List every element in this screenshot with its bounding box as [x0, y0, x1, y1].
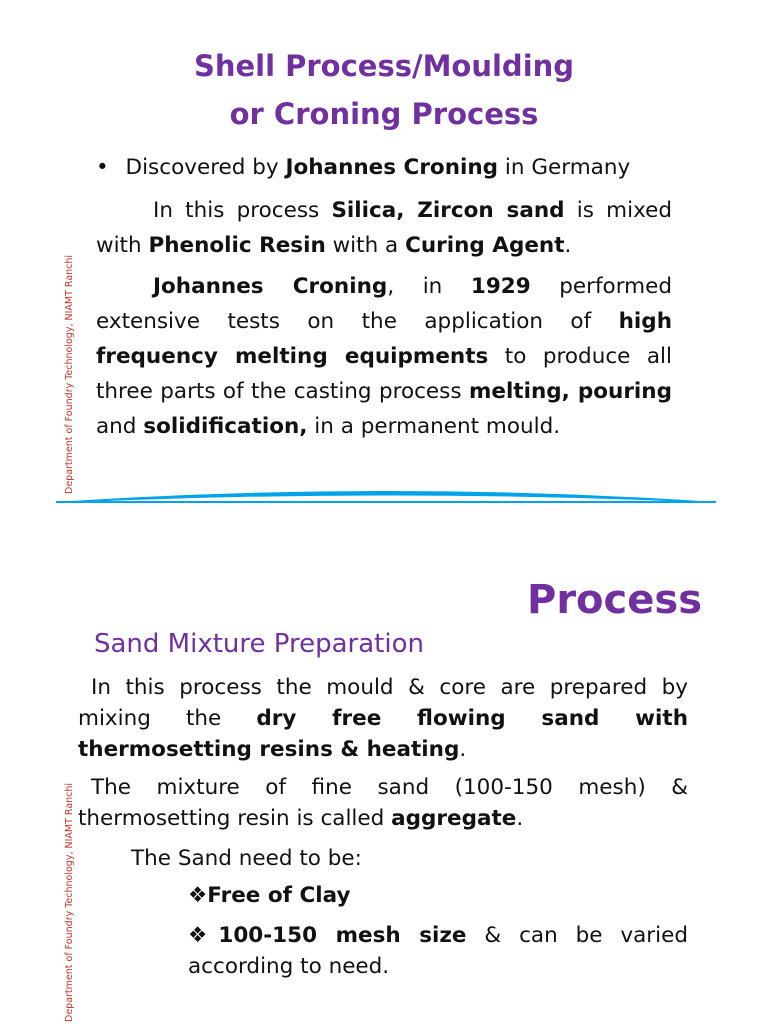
para-text: The mixture of fine sand (100-150 mesh) & thermosetting resin is called: [78, 775, 688, 831]
list-item-mesh-size: [188, 920, 688, 982]
item-bold: 100-150 mesh size: [218, 923, 467, 948]
para-text: in a permanent mould.: [307, 414, 561, 439]
diamond-bullet-icon: ❖: [188, 883, 208, 908]
process-heading: Process: [527, 577, 702, 623]
slide-title-line-2: or Croning Process: [229, 97, 539, 131]
bullet-text: Discovered by: [125, 155, 286, 180]
slide-title-line-1: Shell Process/Moulding: [193, 49, 575, 83]
para-bold: aggregate: [391, 806, 517, 831]
accent-wave-divider: [56, 478, 716, 504]
para-bold: Curing Agent: [405, 233, 565, 258]
para-bold: Phenolic Resin: [148, 233, 326, 258]
para-text: .: [516, 806, 524, 831]
para-text: In this process the mould & core are prepared by mixing the: [78, 675, 688, 731]
para-bold: dry free flowing sand with thermosetting resins & heating: [78, 706, 688, 762]
paragraph-sand-needs: The Sand need to be:: [131, 846, 362, 871]
bullet-text-end: in Germany: [498, 155, 631, 180]
para-text: and: [96, 414, 144, 439]
paragraph-process-mix: [96, 193, 672, 263]
para-bold: Silica, Zircon sand: [331, 198, 565, 223]
para-text: .: [459, 737, 467, 762]
bullet-bold: Johannes Croning: [285, 155, 499, 180]
diamond-bullet-icon: ❖: [188, 923, 219, 948]
item-text: & can be varied according to need.: [188, 923, 688, 979]
paragraph-mould-core: [78, 672, 688, 765]
para-bold: melting, pouring: [468, 379, 672, 404]
side-label: Department of Foundry Technology, NIAMT Ranchi: [64, 254, 75, 494]
para-text: In this process: [153, 198, 332, 223]
paragraph-croning-1929: [96, 269, 672, 444]
para-text: performed extensive tests on the application of: [96, 274, 672, 334]
para-text: .: [564, 233, 572, 258]
para-bold: 1929: [470, 274, 531, 299]
paragraph-aggregate: [78, 772, 688, 834]
list-item-free-of-clay: [188, 880, 688, 911]
sand-mixture-subheading: Sand Mixture Preparation: [94, 629, 424, 659]
para-text: with a: [325, 233, 406, 258]
bullet-marker: •: [96, 155, 109, 180]
bullet-discovered: [96, 150, 696, 185]
para-text: to produce all three parts of the casting process: [96, 344, 672, 404]
para-bold: solidification,: [143, 414, 308, 439]
para-text: is mixed with: [96, 198, 673, 258]
item-bold: Free of Clay: [207, 883, 351, 908]
para-bold: high frequency melting equipments: [96, 309, 672, 369]
side-label: Department of Foundry Technology, NIAMT Ranchi: [64, 782, 75, 1022]
para-bold: Johannes Croning: [153, 274, 388, 299]
para-text: , in: [387, 274, 471, 299]
